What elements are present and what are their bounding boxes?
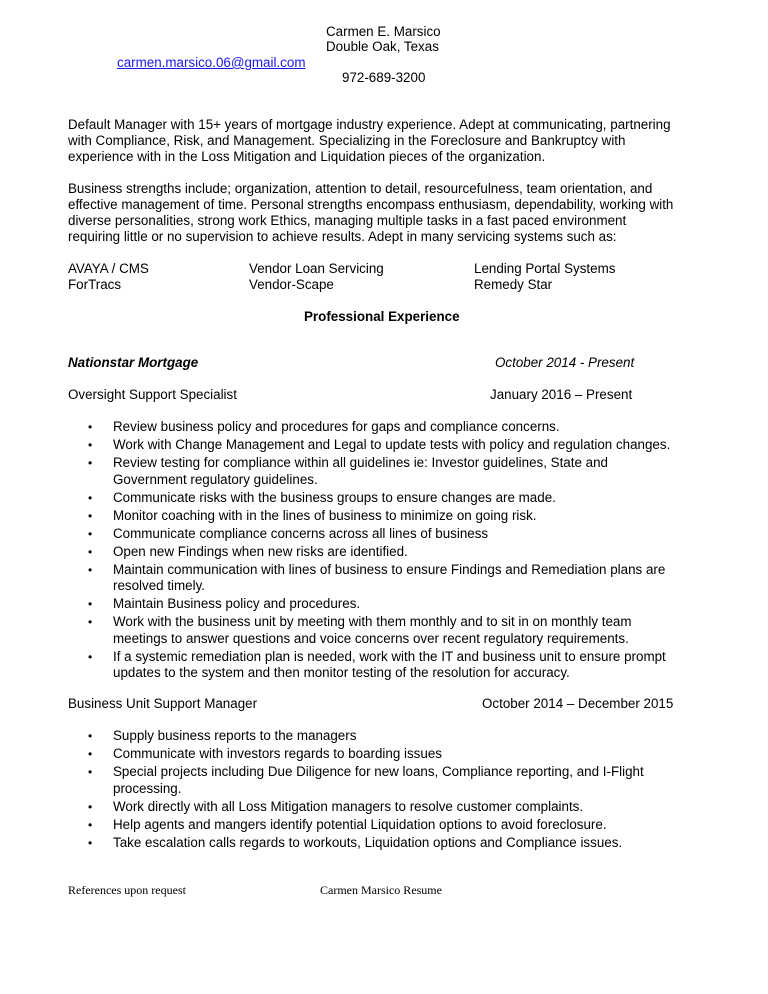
bullet-text (113, 562, 708, 595)
summary-line: effective management of time. Personal strengths encompass enthusiasm, dependability, working with (68, 197, 674, 212)
role-bullet-list (68, 728, 708, 853)
bullet-item (68, 746, 708, 763)
bullet-text (113, 728, 708, 745)
bullet-text (113, 508, 708, 525)
role-title: Oversight Support Specialist (68, 387, 237, 402)
bullet-item (68, 544, 708, 561)
bullet-dot-icon: • (88, 649, 93, 664)
bullet-text (113, 746, 708, 763)
bullet-line: processing. (113, 780, 182, 796)
bullet-text (113, 437, 708, 454)
bullet-line: Open new Findings when new risks are identified. (113, 543, 408, 559)
employer-dates: October 2014 - Present (495, 355, 635, 370)
bullet-item (68, 764, 708, 797)
system-item: Lending Portal Systems (474, 261, 616, 276)
bullet-text (113, 835, 708, 852)
system-item: Remedy Star (474, 277, 553, 292)
bullet-item (68, 728, 708, 745)
bullet-line: updates to the system and then monitor testing of the resolution for accuracy. (113, 665, 570, 680)
candidate-location: Double Oak, Texas (326, 39, 439, 54)
system-item: Vendor Loan Servicing (249, 261, 384, 276)
system-item: AVAYA / CMS (68, 261, 149, 276)
summary-line: requiring little or no supervision to achieve results. Adept in many servicing systems such as: (68, 229, 617, 244)
bullet-dot-icon: • (88, 817, 93, 832)
summary-line: diverse personalities, strong work Ethics, managing multiple tasks in a fast paced environment (68, 213, 627, 228)
role-title: Business Unit Support Manager (68, 696, 258, 711)
bullet-item (68, 490, 708, 507)
bullet-line: Work directly with all Loss Mitigation managers to resolve customer complaints. (113, 798, 584, 814)
bullet-text (113, 544, 708, 561)
bullet-dot-icon: • (88, 508, 93, 523)
bullet-line: If a systemic remediation plan is needed, work with the IT and business unit to ensure prompt (113, 648, 666, 664)
bullet-item (68, 799, 708, 816)
bullet-line: Government regulatory guidelines. (113, 471, 318, 487)
role-dates: January 2016 – Present (490, 387, 633, 402)
summary-line: experience with in the Loss Mitigation and Liquidation pieces of the organization. (68, 149, 546, 164)
bullet-line: Maintain Business policy and procedures. (113, 596, 361, 611)
bullet-line: Work with the business unit by meeting with them monthly and to sit in on monthly team (113, 614, 632, 629)
bullet-line: Review testing for compliance within all guidelines ie: Investor guidelines, State and (113, 455, 608, 470)
bullet-item (68, 614, 708, 647)
bullet-text (113, 817, 708, 834)
footer-left: References upon request (68, 883, 186, 897)
bullet-item (68, 419, 708, 436)
bullet-line: Communicate risks with the business groups to ensure changes are made. (113, 489, 556, 505)
bullet-dot-icon: • (88, 729, 93, 743)
bullet-text (113, 596, 708, 613)
bullet-line: Review business policy and procedures for gaps and compliance concerns. (113, 419, 560, 434)
bullet-item (68, 817, 708, 834)
bullet-text (113, 455, 708, 488)
bullet-item (68, 835, 708, 852)
bullet-line: Monitor coaching with in the lines of business to minimize on going risk. (113, 507, 537, 523)
bullet-line: Supply business reports to the managers (113, 728, 357, 743)
summary-line: Default Manager with 15+ years of mortgage industry experience. Adept at communicating, partnering (68, 117, 671, 132)
system-item: Vendor-Scape (249, 277, 334, 292)
footer-center: Carmen Marsico Resume (320, 883, 442, 897)
bullet-dot-icon: • (88, 420, 93, 434)
bullet-line: resolved timely. (113, 578, 206, 593)
bullet-dot-icon: • (88, 562, 93, 577)
bullet-text (113, 649, 708, 682)
role-dates: October 2014 – December 2015 (482, 696, 674, 711)
bullet-text (113, 490, 708, 507)
bullet-line: Help agents and mangers identify potential Liquidation options to avoid foreclosure. (113, 816, 607, 832)
bullet-dot-icon: • (88, 544, 93, 559)
bullet-item (68, 526, 708, 543)
email-link[interactable]: carmen.marsico.06@gmail.com (117, 55, 306, 70)
candidate-name: Carmen E. Marsico (326, 24, 441, 39)
bullet-line: Communicate compliance concerns across all lines of business (113, 525, 489, 541)
bullet-line: Communicate with investors regards to boarding issues (113, 746, 442, 761)
summary-line: with Compliance, Risk, and Management. Specializing in the Foreclosure and Bankruptcy with (68, 133, 626, 148)
bullet-dot-icon: • (88, 438, 93, 452)
bullet-dot-icon: • (88, 456, 93, 470)
bullet-item (68, 455, 708, 488)
bullet-item (68, 437, 708, 454)
bullet-dot-icon: • (88, 526, 93, 541)
bullet-dot-icon: • (88, 799, 93, 814)
phone-number: 972-689-3200 (342, 70, 426, 85)
summary-line: Business strengths include; organization, attention to detail, resourcefulness, team orientation, and (68, 181, 653, 196)
system-item: ForTracs (68, 277, 122, 292)
bullet-text (113, 799, 708, 816)
bullet-line: meetings to answer questions and voice concerns over recent regulatory requirements. (113, 630, 629, 646)
bullet-dot-icon: • (88, 765, 93, 779)
bullet-line: Work with Change Management and Legal to update tests with policy and regulation changes. (113, 437, 671, 452)
bullet-item (68, 649, 708, 682)
bullet-text (113, 764, 708, 797)
bullet-dot-icon: • (88, 615, 93, 629)
summary-paragraph-2 (68, 181, 708, 245)
bullet-line: Take escalation calls regards to workouts, Liquidation options and Compliance issues. (113, 834, 623, 850)
role-bullet-list (68, 419, 708, 683)
bullet-text (113, 419, 708, 436)
summary-paragraph-1 (68, 117, 708, 165)
bullet-line: Special projects including Due Diligence for new loans, Compliance reporting, and I-Flight (113, 764, 644, 779)
bullet-item (68, 596, 708, 613)
bullet-item (68, 508, 708, 525)
bullet-text (113, 614, 708, 647)
bullet-dot-icon: • (88, 490, 93, 505)
bullet-dot-icon: • (88, 835, 93, 850)
bullet-item (68, 562, 708, 595)
bullet-dot-icon: • (88, 597, 93, 611)
bullet-line: Maintain communication with lines of business to ensure Findings and Remediation plans are (113, 561, 666, 577)
bullet-text (113, 526, 708, 543)
employer-name: Nationstar Mortgage (68, 355, 199, 370)
bullet-dot-icon: • (88, 747, 93, 761)
section-heading: Professional Experience (304, 309, 460, 324)
